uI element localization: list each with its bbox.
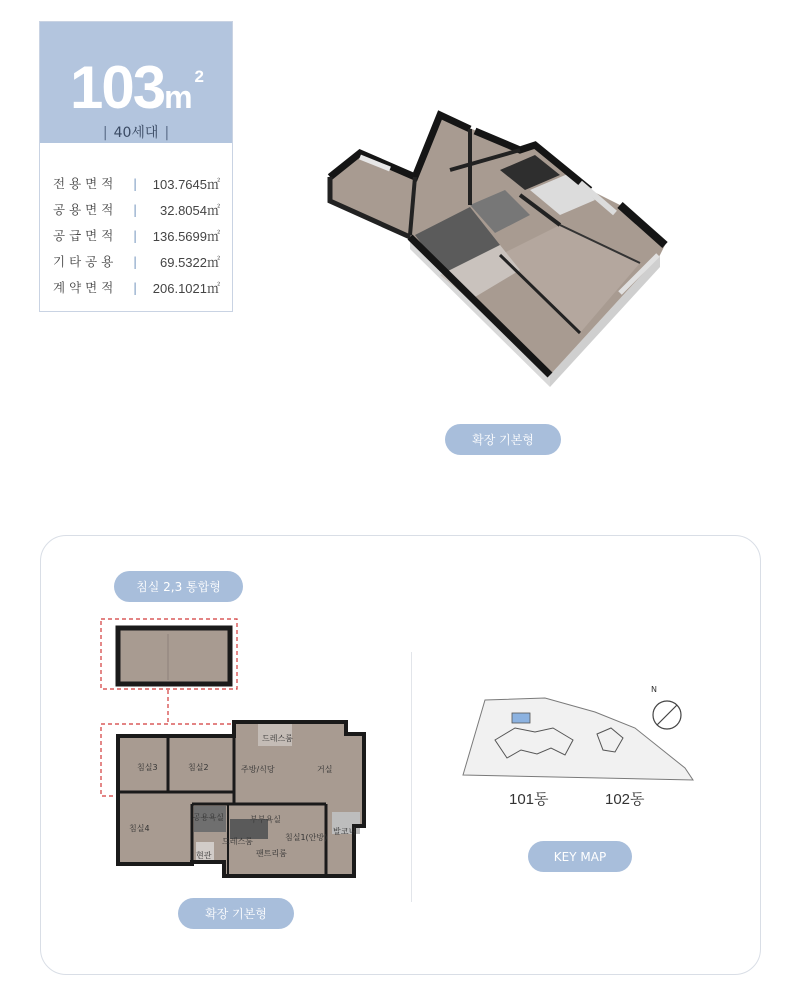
- spec-row: 전용면적 | 103.7645㎡: [53, 175, 220, 192]
- unit-header: [40, 22, 232, 143]
- room-label-bed2: 침실2: [188, 763, 209, 772]
- isometric-floor-plan-image: [320, 95, 690, 395]
- area-spec-list: [53, 170, 222, 300]
- panel-divider: [411, 652, 412, 902]
- bedroom-combined-type-badge[interactable]: 침실 2,3 통합형: [114, 571, 243, 602]
- room-label-dress-room: 드레스룸: [222, 837, 253, 846]
- building-101-label: 101동: [509, 791, 549, 808]
- room-label-pantry: 팬트리룸: [256, 849, 287, 858]
- floor-plan-type-badge[interactable]: 확장 기본형: [178, 898, 294, 929]
- households-count: | 40세대 |: [102, 125, 170, 141]
- unit-info-card: [39, 21, 233, 312]
- room-label-living: 거실: [317, 765, 333, 774]
- key-map-drawing: [455, 680, 701, 810]
- key-map-badge[interactable]: KEY MAP: [528, 841, 632, 872]
- room-label-bed3: 침실3: [137, 763, 158, 772]
- room-label-dress: 드레스룸: [262, 734, 293, 743]
- room-label-kitchen: 주방/식당: [241, 765, 275, 774]
- room-label-bath-common: 공용욕실: [193, 813, 224, 822]
- area-unit-sup: 2: [194, 67, 203, 86]
- room-label-balcony: 발코니: [333, 827, 357, 836]
- area-unit: m: [164, 79, 193, 115]
- spec-row: 계약면적 | 206.1021㎡: [53, 279, 220, 296]
- expanded-basic-type-badge[interactable]: 확장 기본형: [445, 424, 561, 455]
- building-102-label: 102동: [605, 791, 645, 808]
- spec-row: 공용면적 | 32.8054㎡: [53, 201, 220, 218]
- spec-row: 기타공용 | 69.5322㎡: [53, 253, 220, 270]
- area-value: 103: [69, 54, 165, 121]
- north-label: N: [651, 685, 657, 694]
- room-label-master-bed: 침실1(안방): [285, 833, 328, 842]
- unit-area-title: [40, 54, 232, 121]
- spec-row: 공급면적 | 136.5699㎡: [53, 227, 220, 244]
- room-label-bed4: 침실4: [129, 824, 150, 833]
- room-label-bath-master: 부부욕실: [250, 815, 281, 824]
- room-label-entrance: 현관: [196, 851, 212, 860]
